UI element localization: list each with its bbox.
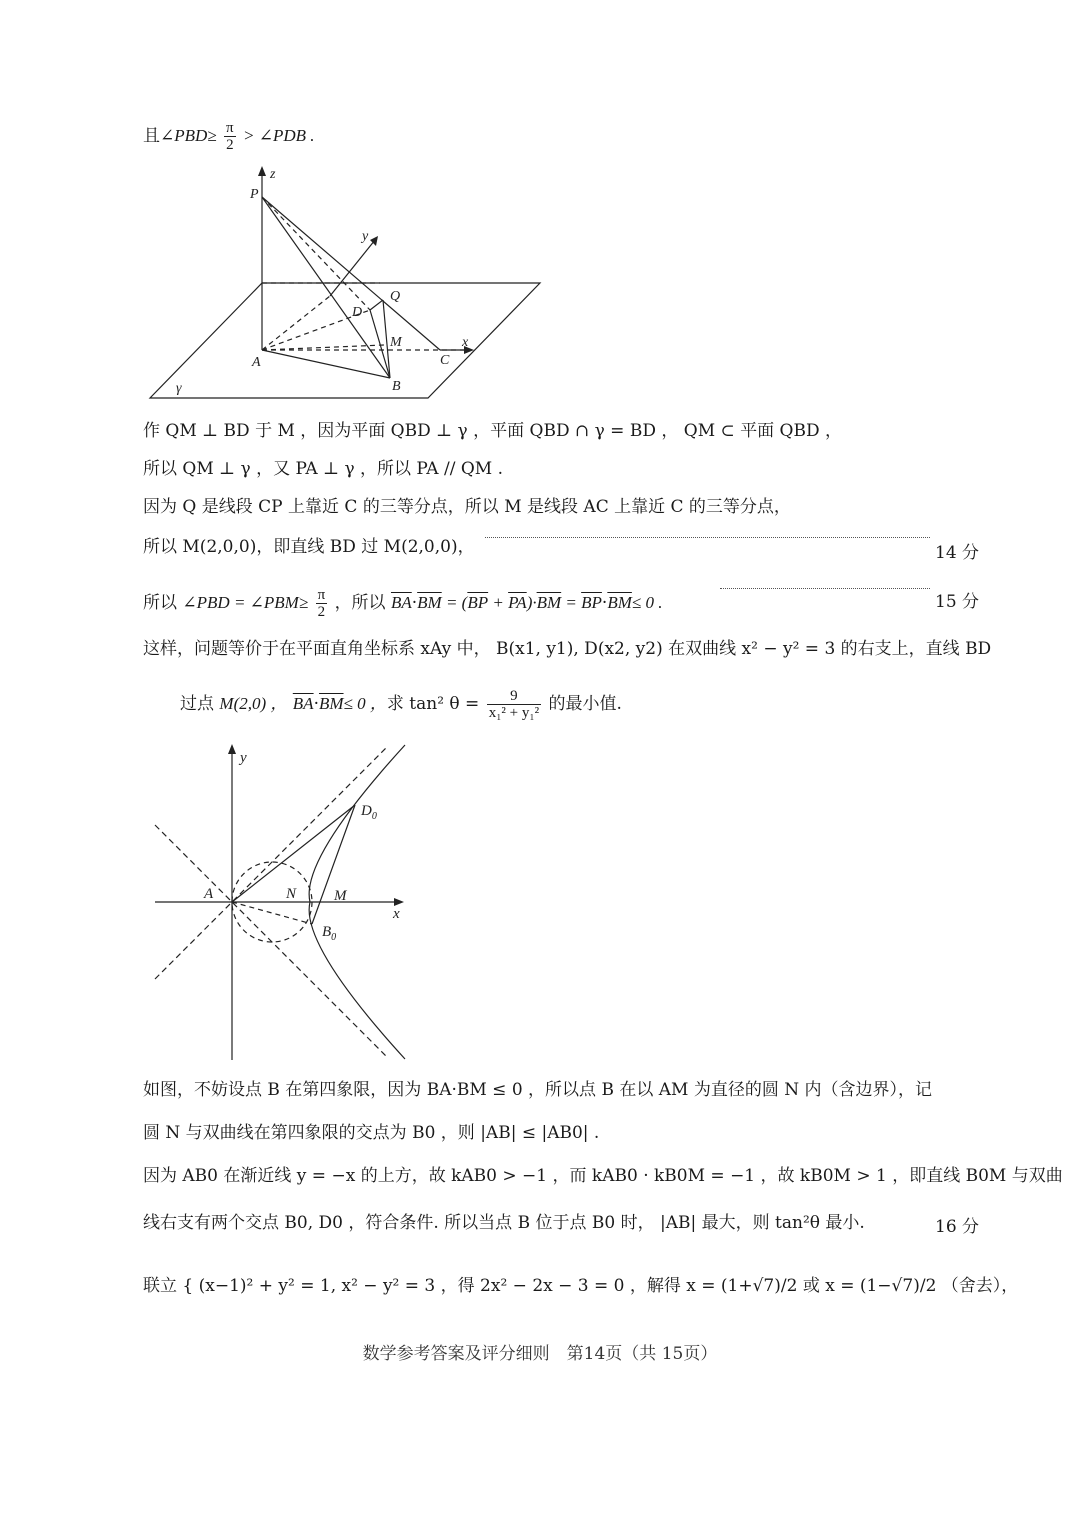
label-B0: $B_0$ bbox=[322, 924, 337, 943]
score-leader-14 bbox=[485, 537, 930, 538]
fraction-tan-theta: $\frac{9}{\text{x₁² + y₁²}}$ bbox=[488, 688, 540, 721]
label-y: y bbox=[240, 750, 247, 766]
label-x: x bbox=[462, 335, 469, 350]
label-P: P bbox=[250, 187, 259, 202]
line-8-a: 过点 bbox=[180, 694, 220, 714]
line-9: 如图，不妨设点 B 在第四象限，因为 BA·BM ≤ 0 ，所以点 B 在以 AM 为直径的圆 N 内（含边界），记 bbox=[143, 1080, 933, 1100]
fraction-pi-over-2-b: $\frac{\pi}{2}$ bbox=[317, 587, 326, 620]
fraction-pi-over-2: $\frac{\pi}{2}$ bbox=[226, 120, 234, 153]
page-footer: 数学参考答案及评分细则 第14页（共 15页） bbox=[362, 1344, 718, 1364]
score-leader-15 bbox=[720, 588, 930, 589]
score-14: 14 分 bbox=[935, 543, 980, 563]
line-8: 过点 M(2,0) ， $\overline{BA}\cdot\overline{BM}\le 0$ ，求 tan² θ = $\frac{9}{\text{x₁² + y₁²}}$ 的最小值. bbox=[180, 688, 622, 721]
label-y: y bbox=[362, 229, 369, 244]
line-6-b: ，所以 bbox=[334, 593, 391, 613]
score-15: 15 分 bbox=[935, 592, 980, 612]
vec-ba: $\overline{BA}$ bbox=[390, 593, 412, 612]
label-A: A bbox=[204, 886, 214, 902]
figure-3d-geometry bbox=[140, 160, 560, 400]
vec-bm-2: $\overline{BM}$ bbox=[318, 694, 344, 713]
line-13: 联立 { (x−1)² + y² = 1, x² − y² = 3 ，得 2x² − 2x − 3 = 0 ，解得 x = (1+√7)/2 或 x = (1−√7)/2 （舍去）， bbox=[143, 1276, 1019, 1296]
vec-ba-2: $\overline{BA}$ bbox=[292, 694, 314, 713]
text-qie: 且 bbox=[143, 126, 160, 146]
label-M: M bbox=[334, 888, 347, 904]
line-6: 所以 ∠PBD = ∠PBM≥ $\frac{\pi}{2}$ ，所以 $\overline{BA}\cdot\overline{BM} = (\overline{BP} + \overline{PA})\cdot\overline{BM} = \overline{BP}\cdot\overline{BM}\le 0$ . bbox=[143, 587, 663, 620]
label-z: z bbox=[270, 167, 276, 182]
figure-hyperbola bbox=[150, 740, 415, 1065]
vec-bm: $\overline{BM}$ bbox=[417, 593, 442, 612]
line-2: 作 QM ⊥ BD 于 M ，因为平面 QBD ⊥ γ ，平面 QBD ∩ γ = BD ， QM ⊂ 平面 QBD ， bbox=[143, 421, 843, 441]
label-C: C bbox=[440, 353, 450, 368]
plane-gamma bbox=[150, 283, 540, 398]
line-3: 所以 QM ⊥ γ ，又 PA ⊥ γ ，所以 PA // QM . bbox=[143, 459, 503, 479]
math-angle-pbd: ∠PBD≥ bbox=[160, 126, 217, 145]
math-gt-angle-pdb: > ∠PDB . bbox=[243, 126, 315, 145]
line-12: 线右支有两个交点 B0, D0 ，符合条件. 所以当点 B 位于点 B0 时， |AB| 最大，则 tan²θ 最小. bbox=[143, 1213, 865, 1233]
label-N: N bbox=[286, 886, 297, 902]
line-angle-condition bbox=[143, 120, 315, 153]
label-M: M bbox=[390, 335, 402, 350]
line-5: 所以 M(2,0,0)，即直线 BD 过 M(2,0,0)， bbox=[143, 537, 475, 557]
label-B: B bbox=[392, 379, 401, 394]
label-D: D bbox=[352, 305, 363, 320]
math-angle-eq: ∠PBD = ∠PBM≥ bbox=[182, 593, 309, 612]
label-x: x bbox=[393, 906, 400, 922]
line-4: 因为 Q 是线段 CP 上靠近 C 的三等分点，所以 M 是线段 AC 上靠近 C 的三等分点， bbox=[143, 497, 791, 517]
line-10: 圆 N 与双曲线在第四象限的交点为 B0 ，则 |AB| ≤ |AB0| . bbox=[143, 1123, 600, 1143]
asymptote-2 bbox=[155, 746, 388, 979]
score-16: 16 分 bbox=[935, 1217, 980, 1237]
label-Q: Q bbox=[390, 289, 401, 304]
line-11: 因为 AB0 在渐近线 y = −x 的上方，故 kAB0 > −1 ，而 kAB0 · kB0M = −1 ，故 kB0M > 1 ，即直线 B0M 与双曲 bbox=[143, 1166, 1063, 1186]
label-gamma: γ bbox=[176, 381, 182, 396]
label-A: A bbox=[252, 355, 261, 370]
label-D0: $D_0$ bbox=[361, 803, 377, 822]
line-6-a: 所以 bbox=[143, 593, 183, 613]
line-7: 这样，问题等价于在平面直角坐标系 xAy 中， B(x1, y1), D(x2, y2) 在双曲线 x² − y² = 3 的右支上，直线 BD bbox=[143, 639, 992, 659]
